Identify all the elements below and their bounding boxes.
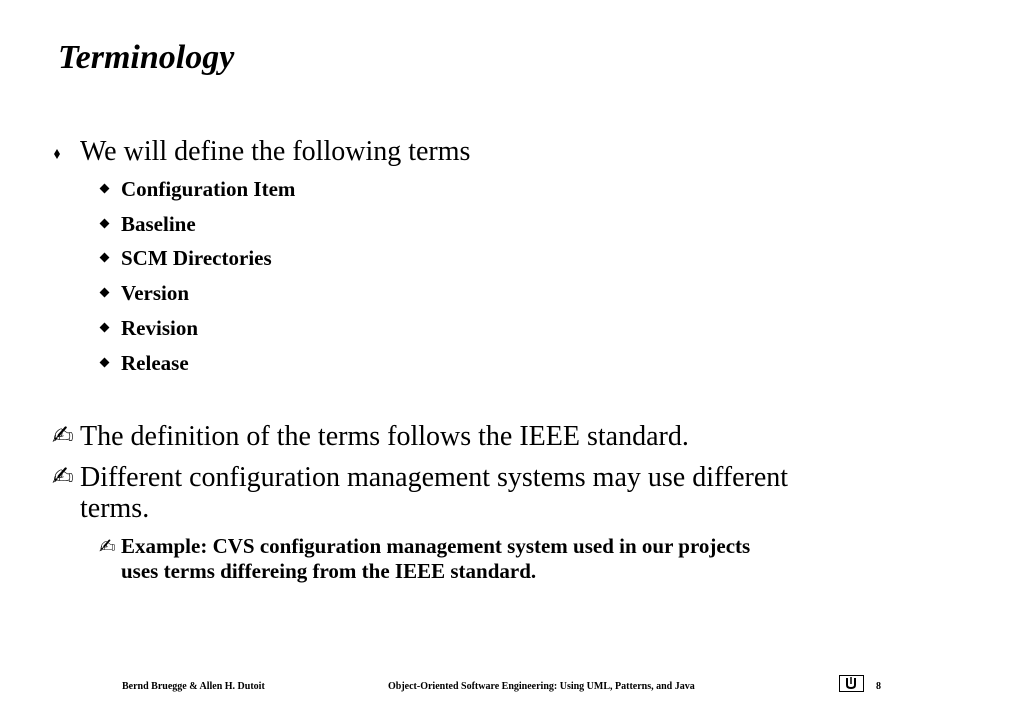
- example-note: [99, 534, 751, 559]
- note-text: Different configuration management systems may use different: [80, 462, 789, 493]
- term-item: [121, 350, 189, 376]
- check-mark-icon: ✍: [52, 421, 74, 451]
- intro-text: We will define the following terms: [80, 136, 471, 167]
- term-item: [121, 211, 196, 237]
- check-mark-icon: ✍: [52, 462, 74, 492]
- note-text: The definition of the terms follows the IEEE standard.: [80, 421, 689, 452]
- term-label: Configuration Item: [121, 177, 296, 201]
- diamond-icon: [100, 219, 110, 229]
- diamond-icon: [100, 288, 110, 298]
- note-item: [52, 421, 689, 452]
- example-line-1: Example: CVS configuration management system used in our projects: [121, 534, 751, 558]
- diamond-icon: [100, 184, 110, 194]
- footer-authors: Bernd Bruegge & Allen H. Dutoit: [122, 681, 265, 692]
- intro-bullet: [80, 137, 470, 167]
- term-label: Baseline: [121, 212, 196, 236]
- term-label: Revision: [121, 316, 199, 340]
- example-line-2: uses terms differeing from the IEEE standard.: [121, 559, 537, 583]
- logo-icon: [839, 675, 864, 692]
- term-item: [121, 176, 295, 202]
- term-item: [121, 280, 189, 306]
- footer-book-title: Object-Oriented Software Engineering: Using UML, Patterns, and Java: [388, 681, 695, 692]
- check-mark-icon: ✍: [99, 534, 116, 558]
- term-item: [121, 315, 198, 341]
- diamond-icon: [100, 253, 110, 263]
- diamond-icon: [100, 323, 110, 333]
- slide-title: Terminology: [58, 39, 235, 76]
- example-note-continuation: [121, 559, 536, 584]
- diamond-icon: [100, 358, 110, 368]
- term-label: Version: [121, 281, 190, 305]
- page-number: 8: [876, 681, 881, 692]
- logo-glyph: [840, 676, 862, 690]
- term-item: [121, 245, 272, 271]
- note-text: terms.: [80, 493, 150, 524]
- note-item: [52, 462, 789, 493]
- diamond-icon: [54, 149, 60, 159]
- note-continuation: [80, 494, 149, 524]
- term-label: SCM Directories: [121, 246, 272, 270]
- term-label: Release: [121, 351, 189, 375]
